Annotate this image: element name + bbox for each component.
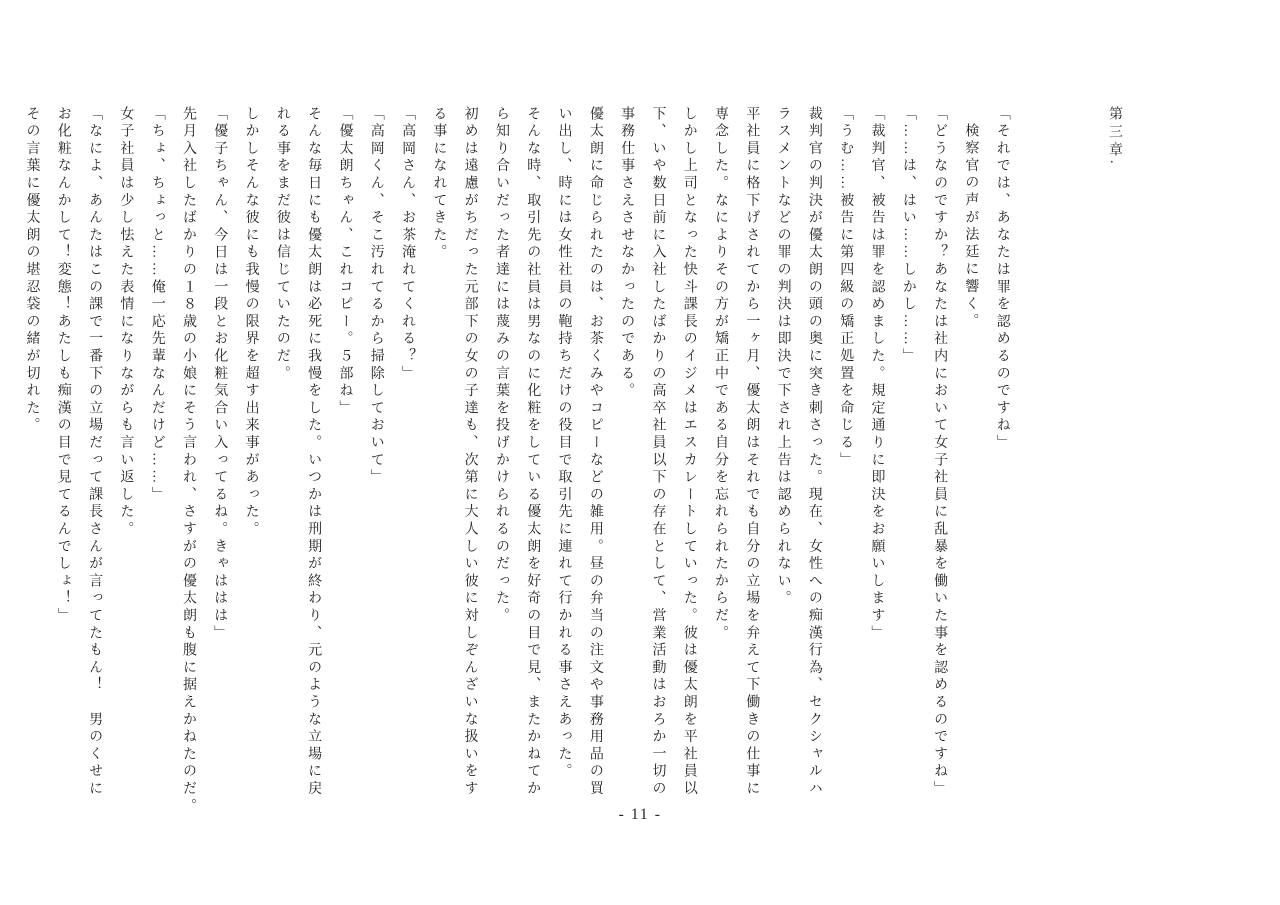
- text-line-5: 「裁判官、被告は罪を認めました。規定通りに即決をお願いします」: [869, 106, 885, 643]
- text-line-32: その言葉に優太朗の堪忍袋の緒が切れた。: [24, 106, 40, 435]
- text-line-23: そんな毎日にも優太朗は必死に我慢をした。いつかは刑期が終わり、元のような立場に戻: [306, 106, 322, 798]
- text-line-26: 「優子ちゃん、今日は一段とお化粧気合い入ってるね。きゃははは」: [212, 106, 228, 643]
- text-line-2: 検察官の声が法廷に響く。: [963, 123, 979, 331]
- text-line-14: 優太朗に命じられたのは、お茶くみやコピーなどの雑用。昼の弁当の注文や事務用品の買: [587, 106, 603, 798]
- text-line-29: 女子社員は少し怯えた表情になりながらも言い返した。: [118, 106, 134, 539]
- chapter-heading: 第三章.: [1107, 106, 1122, 168]
- text-line-10: 専念した。なによりその方が矯正中である自分を忘れられたからだ。: [713, 106, 729, 643]
- text-line-6: 「うむ……被告に第四級の矯正処置を命じる」: [838, 106, 854, 470]
- text-line-13: 事務仕事さえさせなかったのである。: [619, 106, 635, 401]
- text-line-18: 初めは遠慮がちだった元部下の女の子達も、次第に大人しい彼に対しぞんざいな扱いをす: [462, 106, 478, 798]
- text-line-1: 「それでは、あなたは罪を認めるのですね」: [994, 106, 1010, 452]
- text-line-17: ら知り合いだった者達には蔑みの言葉を投げかけられるのだった。: [493, 106, 509, 625]
- text-line-28: 「ちょ、ちょっと……俺一応先輩なんだけど……」: [149, 106, 165, 504]
- text-line-3: 「どうなのですか？あなたは社内において女子社員に乱暴を働いた事を認めるのですね」: [932, 106, 948, 798]
- text-line-16: そんな時、取引先の社員は男なのに化粧をしている優太朗を好奇の目で見、またかねてか: [525, 106, 541, 798]
- page-number: - 11 -: [618, 806, 662, 823]
- text-line-20: 「高岡さん、お茶淹れてくれる？」: [400, 106, 416, 383]
- text-line-11: しかし上司となった快斗課長のイジメはエスカレートしていった。彼は優太朗を平社員以: [681, 106, 697, 798]
- text-line-15: い出し、時には女性社員の鞄持ちだけの役目で取引先に連れて行かれる事さえあった。: [556, 106, 572, 781]
- text-line-21: 「高岡くん、そこ汚れてるから掃除しておいて」: [368, 106, 384, 487]
- text-line-31: お化粧なんかして！変態！あたしも痴漢の目で見てるんでしょ！」: [55, 106, 71, 625]
- text-line-12: 下、いや数日前に入社したばかりの高卒社員以下の存在として、営業活動はおろか一切の: [650, 106, 666, 798]
- text-line-4: 「……は、はい……しかし……」: [900, 106, 916, 366]
- text-line-9: 平社員に格下げされてから一ヶ月、優太朗はそれでも自分の立場を弁えて下働きの仕事に: [744, 106, 760, 798]
- text-line-30: 「なによ、あんたはこの課で一番下の立場だって課長さんが言ってたもん！ 男のくせに: [87, 106, 103, 798]
- text-line-25: しかしそんな彼にも我慢の限界を超す出来事があった。: [243, 106, 259, 539]
- text-line-22: 「優太朗ちゃん、これコピー。５部ね」: [337, 106, 353, 418]
- text-line-27: 先月入社したばかりの１８歳の小娘にそう言われ、さすがの優太朗も腹に据えかねたのだ。: [180, 106, 196, 816]
- text-line-8: ラスメントなどの罪の判決は即決で下され上告は認められない。: [775, 106, 791, 608]
- text-line-19: る事になれてきた。: [431, 106, 447, 262]
- text-line-24: れる事をまだ彼は信じていたのだ。: [274, 106, 290, 383]
- text-line-7: 裁判官の判決が優太朗の頭の奥に突き刺さった。現在、女性への痴漢行為、セクシャルハ: [806, 106, 822, 798]
